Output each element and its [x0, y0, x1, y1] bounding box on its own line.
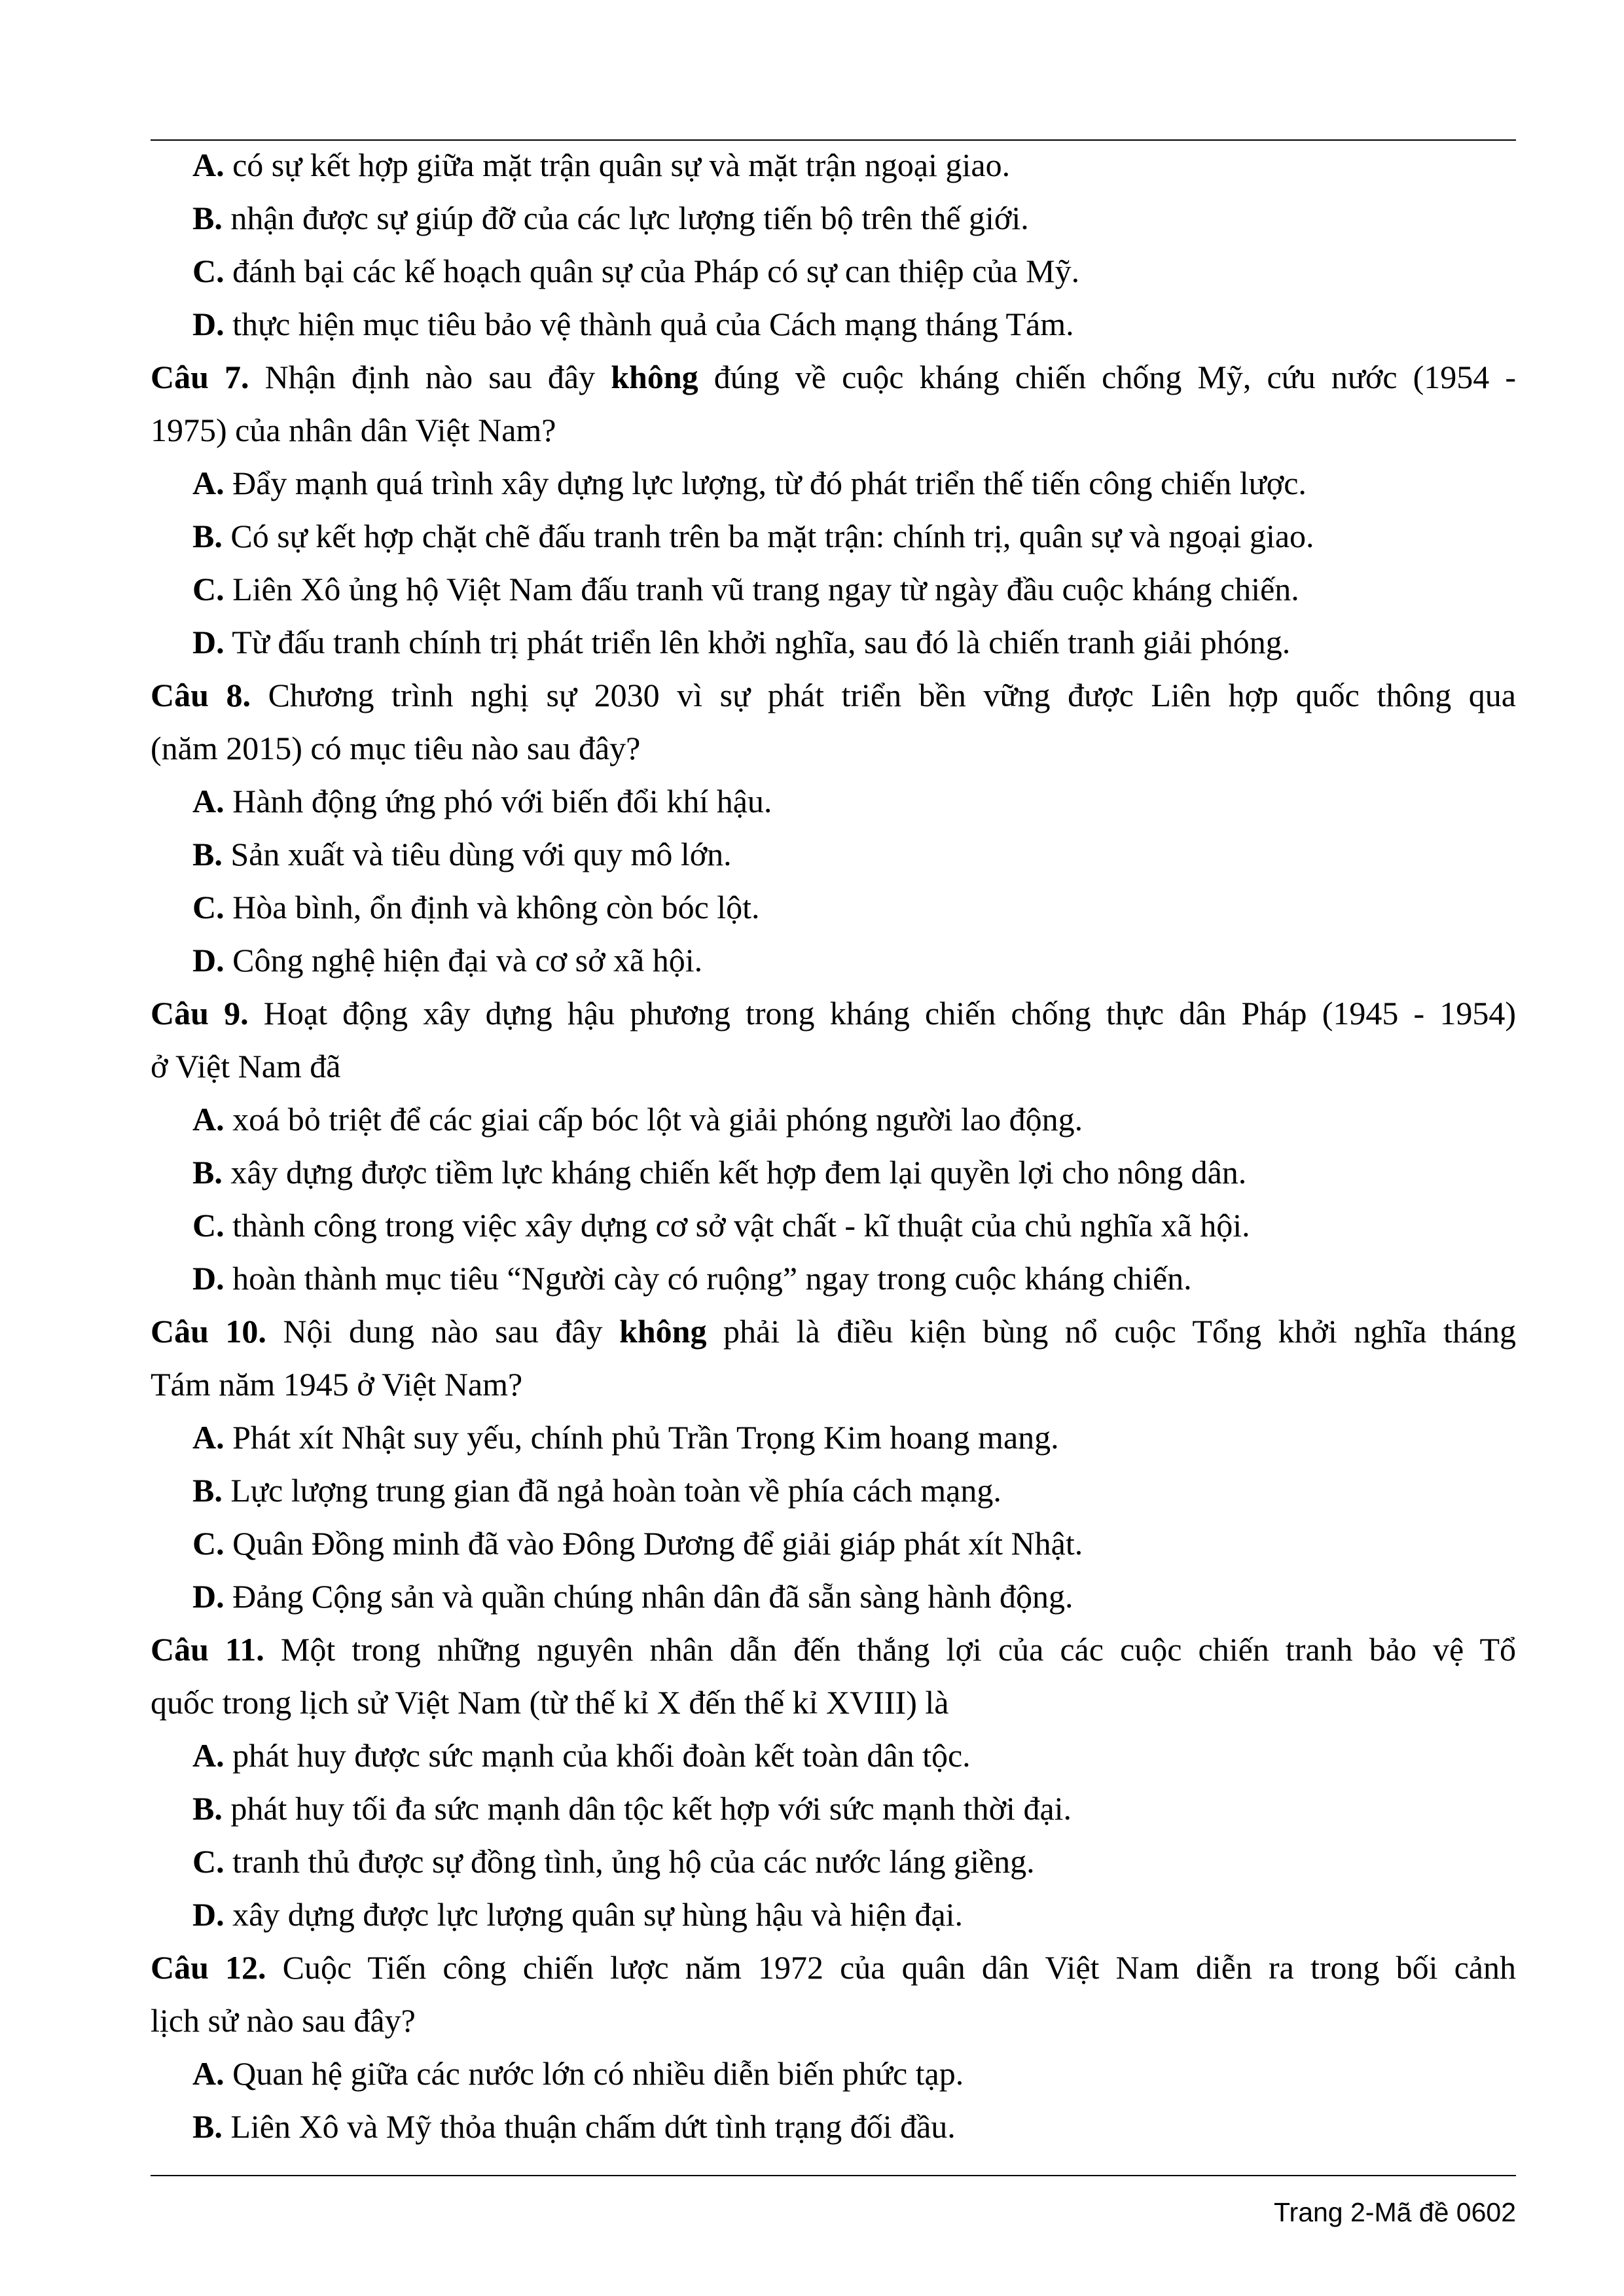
- question-label: Câu 8.: [151, 677, 251, 713]
- option-letter: A.: [192, 1737, 225, 1774]
- question-8-stem: [151, 669, 1516, 722]
- question-10-stem-cont: Tám năm 1945 ở Việt Nam?: [151, 1366, 523, 1403]
- option-line: [151, 934, 1516, 987]
- option-line: [151, 139, 1516, 192]
- option-line: [151, 775, 1516, 828]
- option-text: Liên Xô ủng hộ Việt Nam đấu tranh vũ trang ngay từ ngày đầu cuộc kháng chiến.: [232, 571, 1299, 607]
- option-text: Liên Xô và Mỹ thỏa thuận chấm dứt tình trạng đối đầu.: [230, 2108, 956, 2145]
- option-letter: C.: [192, 889, 225, 925]
- option-line: [151, 1146, 1516, 1199]
- option-text: thành công trong việc xây dựng cơ sở vật chất - kĩ thuật của chủ nghĩa xã hội.: [232, 1207, 1250, 1244]
- option-letter: A.: [192, 465, 225, 501]
- option-line: [151, 1888, 1516, 1941]
- option-letter: D.: [192, 624, 225, 660]
- question-7-stem: [151, 351, 1516, 404]
- question-7-stem-cont: 1975) của nhân dân Việt Nam?: [151, 412, 556, 448]
- option-line: [151, 1729, 1516, 1782]
- option-text: Sản xuất và tiêu dùng với quy mô lớn.: [230, 836, 732, 872]
- option-line: [151, 1570, 1516, 1623]
- option-letter: B.: [192, 836, 223, 872]
- option-line: [151, 298, 1516, 351]
- option-line: [151, 1252, 1516, 1305]
- option-line: [151, 1411, 1516, 1464]
- option-letter: C.: [192, 1843, 225, 1880]
- option-letter: D.: [192, 1578, 225, 1615]
- option-line: [151, 245, 1516, 298]
- question-label: Câu 7.: [151, 359, 249, 395]
- option-letter: B.: [192, 200, 223, 236]
- option-text: thực hiện mục tiêu bảo vệ thành quả của Cách mạng tháng Tám.: [232, 306, 1074, 342]
- option-text: Hành động ứng phó với biến đổi khí hậu.: [232, 783, 772, 819]
- question-text: Một trong những nguyên nhân dẫn đến thắng lợi của các cuộc chiến tranh bảo vệ Tổ: [280, 1631, 1516, 1668]
- option-text: Quân Đồng minh đã vào Đông Dương để giải giáp phát xít Nhật.: [232, 1525, 1083, 1562]
- option-text: Quan hệ giữa các nước lớn có nhiều diễn biến phức tạp.: [232, 2055, 964, 2092]
- option-letter: C.: [192, 1207, 225, 1244]
- question-text: Cuộc Tiến công chiến lược năm 1972 của quân dân Việt Nam diễn ra trong bối cảnh: [282, 1949, 1516, 1986]
- option-text: đánh bại các kế hoạch quân sự của Pháp có sự can thiệp của Mỹ.: [232, 253, 1080, 289]
- page-content: [151, 139, 1516, 2153]
- question-11-stem: [151, 1623, 1516, 1676]
- emphasis-text: không: [619, 1313, 707, 1350]
- option-letter: A.: [192, 1419, 225, 1456]
- option-text: Phát xít Nhật suy yếu, chính phủ Trần Trọng Kim hoang mang.: [232, 1419, 1059, 1456]
- option-text: phát huy tối đa sức mạnh dân tộc kết hợp với sức mạnh thời đại.: [230, 1790, 1072, 1827]
- footer-rule: [151, 2175, 1516, 2176]
- option-letter: D.: [192, 306, 225, 342]
- option-text: xây dựng được lực lượng quân sự hùng hậu và hiện đại.: [232, 1896, 964, 1933]
- option-letter: C.: [192, 1525, 225, 1562]
- question-text: phải là điều kiện bùng nổ cuộc Tổng khởi nghĩa tháng: [723, 1313, 1516, 1350]
- option-text: phát huy được sức mạnh của khối đoàn kết toàn dân tộc.: [232, 1737, 971, 1774]
- question-9-stem-cont: ở Việt Nam đã: [151, 1048, 341, 1085]
- question-12-stem-cont: lịch sử nào sau đây?: [151, 2002, 416, 2039]
- option-line: [151, 2100, 1516, 2153]
- option-line: [151, 510, 1516, 563]
- option-letter: A.: [192, 2055, 225, 2092]
- option-line: [151, 563, 1516, 616]
- question-label: Câu 9.: [151, 995, 249, 1031]
- option-letter: B.: [192, 1154, 223, 1191]
- page-footer: Trang 2-Mã đề 0602: [1274, 2197, 1516, 2227]
- option-text: nhận được sự giúp đỡ của các lực lượng tiến bộ trên thế giới.: [230, 200, 1029, 236]
- option-line: [151, 1093, 1516, 1146]
- option-letter: B.: [192, 1790, 223, 1827]
- question-9-stem: [151, 987, 1516, 1040]
- option-letter: D.: [192, 1896, 225, 1933]
- option-letter: A.: [192, 1101, 225, 1138]
- option-line: [151, 1782, 1516, 1835]
- question-text: Chương trình nghị sự 2030 vì sự phát triển bền vững được Liên hợp quốc thông qua: [268, 677, 1516, 713]
- question-label: Câu 12.: [151, 1949, 266, 1986]
- option-text: có sự kết hợp giữa mặt trận quân sự và mặt trận ngoại giao.: [232, 147, 1011, 183]
- option-line: [151, 1464, 1516, 1517]
- question-8-stem-cont: (năm 2015) có mục tiêu nào sau đây?: [151, 730, 641, 766]
- option-text: hoàn thành mục tiêu “Người cày có ruộng” ngay trong cuộc kháng chiến.: [232, 1260, 1192, 1297]
- option-letter: B.: [192, 1472, 223, 1509]
- option-text: Đảng Cộng sản và quần chúng nhân dân đã sẵn sàng hành động.: [232, 1578, 1074, 1615]
- option-letter: C.: [192, 253, 225, 289]
- option-line: [151, 2047, 1516, 2100]
- question-12-stem: [151, 1941, 1516, 1994]
- option-text: Đẩy mạnh quá trình xây dựng lực lượng, từ đó phát triển thế tiến công chiến lược.: [232, 465, 1307, 501]
- option-letter: B.: [192, 518, 223, 554]
- option-letter: D.: [192, 1260, 225, 1297]
- option-text: xoá bỏ triệt để các giai cấp bóc lột và giải phóng người lao động.: [232, 1101, 1083, 1138]
- option-letter: B.: [192, 2108, 223, 2145]
- option-line: [151, 457, 1516, 510]
- option-letter: C.: [192, 571, 225, 607]
- option-line: [151, 1835, 1516, 1888]
- option-text: xây dựng được tiềm lực kháng chiến kết hợp đem lại quyền lợi cho nông dân.: [230, 1154, 1247, 1191]
- option-line: [151, 1199, 1516, 1252]
- option-line: [151, 881, 1516, 934]
- question-text: đúng về cuộc kháng chiến chống Mỹ, cứu nước (1954 -: [713, 359, 1516, 395]
- option-text: Lực lượng trung gian đã ngả hoàn toàn về phía cách mạng.: [230, 1472, 1001, 1509]
- option-text: Hòa bình, ổn định và không còn bóc lột.: [232, 889, 760, 925]
- option-line: [151, 616, 1516, 669]
- question-text: Nhận định nào sau đây: [264, 359, 596, 395]
- question-11-stem-cont: quốc trong lịch sử Việt Nam (từ thế kỉ X đến thế kỉ XVIII) là: [151, 1684, 949, 1721]
- option-letter: A.: [192, 783, 225, 819]
- question-label: Câu 11.: [151, 1631, 264, 1668]
- question-label: Câu 10.: [151, 1313, 266, 1350]
- option-line: [151, 192, 1516, 245]
- option-line: [151, 828, 1516, 881]
- option-text: Công nghệ hiện đại và cơ sở xã hội.: [232, 942, 703, 978]
- option-letter: A.: [192, 147, 225, 183]
- option-text: Từ đấu tranh chính trị phát triển lên khởi nghĩa, sau đó là chiến tranh giải phóng.: [232, 624, 1291, 660]
- option-line: [151, 1517, 1516, 1570]
- question-text: Nội dung nào sau đây: [283, 1313, 603, 1350]
- question-10-stem: [151, 1305, 1516, 1358]
- emphasis-text: không: [611, 359, 698, 395]
- option-text: tranh thủ được sự đồng tình, ủng hộ của các nước láng giềng.: [232, 1843, 1035, 1880]
- option-letter: D.: [192, 942, 225, 978]
- option-text: Có sự kết hợp chặt chẽ đấu tranh trên ba mặt trận: chính trị, quân sự và ngoại giao.: [230, 518, 1314, 554]
- question-text: Hoạt động xây dựng hậu phương trong kháng chiến chống thực dân Pháp (1945 - 1954): [263, 995, 1516, 1031]
